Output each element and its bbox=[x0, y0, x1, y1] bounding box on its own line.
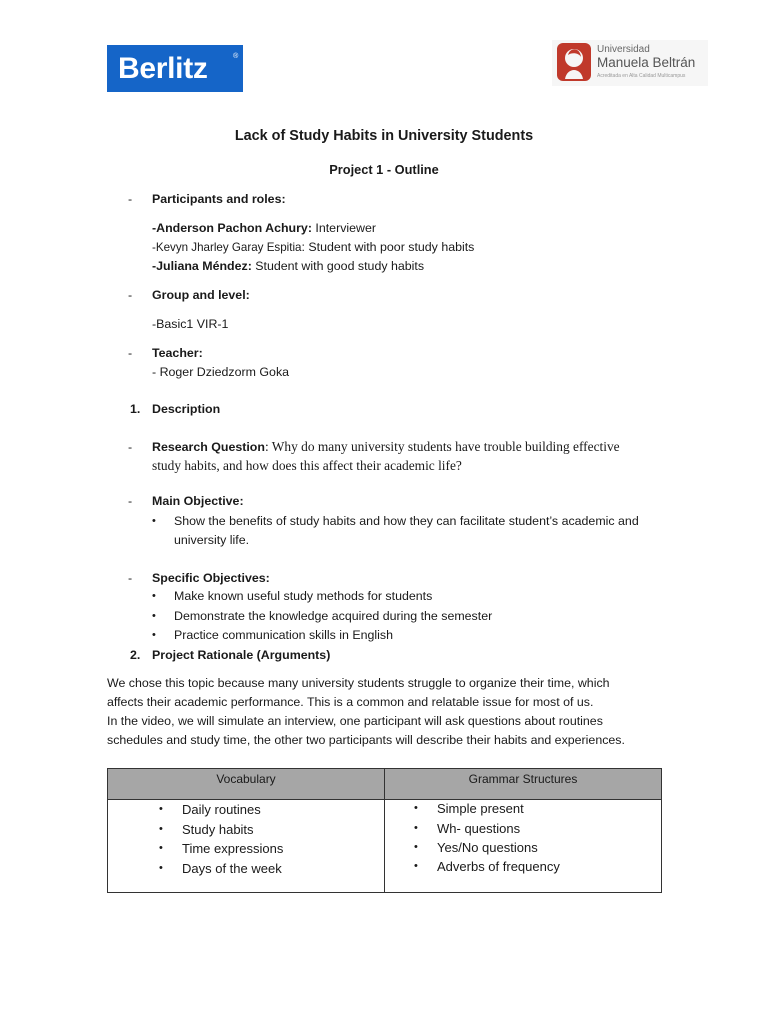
bullet: • bbox=[159, 803, 163, 815]
list-dash: - bbox=[128, 192, 133, 206]
research-question-text: : Why do many university students have trouble building effective bbox=[264, 439, 620, 454]
participant-name: -Anderson Pachon Achury: bbox=[152, 221, 312, 235]
list-dash: - bbox=[128, 494, 133, 508]
vocabulary-item: Time expressions bbox=[182, 841, 284, 856]
section-number: 1. bbox=[130, 402, 141, 416]
participants-heading: Participants and roles: bbox=[152, 192, 286, 206]
participant-role: : Student with poor study habits bbox=[301, 240, 475, 254]
document-subtitle: Project 1 - Outline bbox=[329, 162, 439, 177]
description-heading: Description bbox=[152, 402, 221, 416]
bullet: • bbox=[159, 842, 163, 854]
list-dash: - bbox=[128, 571, 133, 585]
vocabulary-item: Days of the week bbox=[182, 861, 282, 876]
participant-3 bbox=[152, 259, 424, 273]
umb-emblem-icon bbox=[555, 41, 595, 83]
rationale-line: schedules and study time, the other two participants will describe their habits and experiences. bbox=[107, 733, 625, 747]
vocabulary-item: Daily routines bbox=[182, 802, 261, 817]
bullet: • bbox=[159, 823, 163, 835]
main-objective-heading: Main Objective: bbox=[152, 494, 244, 508]
teacher-value: - Roger Dziedzorm Goka bbox=[152, 365, 290, 379]
section-number: 2. bbox=[130, 648, 141, 662]
umb-line-name: Manuela Beltrán bbox=[597, 55, 696, 70]
participant-role: Interviewer bbox=[311, 221, 376, 235]
participant-1 bbox=[152, 221, 376, 235]
group-value: -Basic1 VIR-1 bbox=[152, 317, 229, 331]
rationale-line: We chose this topic because many university students struggle to organize their time, which bbox=[107, 676, 610, 690]
grammar-item: Wh- questions bbox=[437, 821, 521, 836]
bullet: • bbox=[152, 590, 156, 602]
grammar-item: Yes/No questions bbox=[437, 840, 538, 855]
main-objective-text: Show the benefits of study habits and how they can facilitate student’s academic and bbox=[174, 514, 639, 528]
rationale-line: affects their academic performance. This is a common and relatable issue for most of us. bbox=[107, 695, 594, 709]
research-question-label: Research Question bbox=[152, 440, 265, 454]
specific-objectives-heading: Specific Objectives: bbox=[152, 571, 270, 585]
specific-objective-item: Demonstrate the knowledge acquired during the semester bbox=[174, 609, 493, 623]
bullet: • bbox=[414, 860, 418, 872]
rationale-line: In the video, we will simulate an interview, one participant will ask questions about routines bbox=[107, 714, 603, 728]
main-objective-text-cont: university life. bbox=[174, 533, 250, 547]
umb-line-accreditation: Acreditada en Alta Calidad Multicampus bbox=[597, 73, 686, 79]
research-question bbox=[152, 439, 620, 455]
teacher-heading: Teacher: bbox=[152, 346, 203, 360]
berlitz-logo-text: Berlitz bbox=[118, 52, 208, 85]
specific-objective-item: Make known useful study methods for students bbox=[174, 589, 433, 603]
participant-role: Student with good study habits bbox=[251, 259, 425, 273]
bullet: • bbox=[159, 862, 163, 874]
bullet: • bbox=[414, 841, 418, 853]
group-heading: Group and level: bbox=[152, 288, 250, 302]
participant-name: -Kevyn Jharley Garay Espitia bbox=[152, 241, 302, 254]
bullet: • bbox=[414, 822, 418, 834]
umb-logo bbox=[552, 40, 708, 86]
grammar-item: Adverbs of frequency bbox=[437, 859, 560, 874]
bullet: • bbox=[152, 610, 156, 622]
list-dash: - bbox=[128, 346, 133, 360]
participant-2 bbox=[152, 240, 474, 254]
umb-line-universidad: Universidad bbox=[597, 44, 650, 55]
list-dash: - bbox=[128, 288, 133, 302]
participant-name: -Juliana Méndez: bbox=[152, 259, 252, 273]
document-title: Lack of Study Habits in University Students bbox=[234, 128, 534, 144]
bullet: • bbox=[152, 629, 156, 641]
research-question-text-cont: study habits, and how does this affect their academic life? bbox=[152, 458, 462, 473]
berlitz-logo bbox=[107, 45, 243, 92]
specific-objective-item: Practice communication skills in English bbox=[174, 628, 393, 642]
bullet: • bbox=[414, 802, 418, 814]
registered-mark: ® bbox=[233, 53, 238, 60]
vocabulary-grammar-table bbox=[107, 768, 662, 893]
bullet: • bbox=[152, 515, 156, 527]
rationale-heading: Project Rationale (Arguments) bbox=[152, 648, 331, 662]
grammar-item: Simple present bbox=[437, 801, 524, 816]
vocabulary-item: Study habits bbox=[182, 822, 254, 837]
table-header-vocabulary: Vocabulary bbox=[216, 772, 276, 786]
table-header-grammar: Grammar Structures bbox=[468, 772, 578, 786]
list-dash: - bbox=[128, 440, 133, 454]
